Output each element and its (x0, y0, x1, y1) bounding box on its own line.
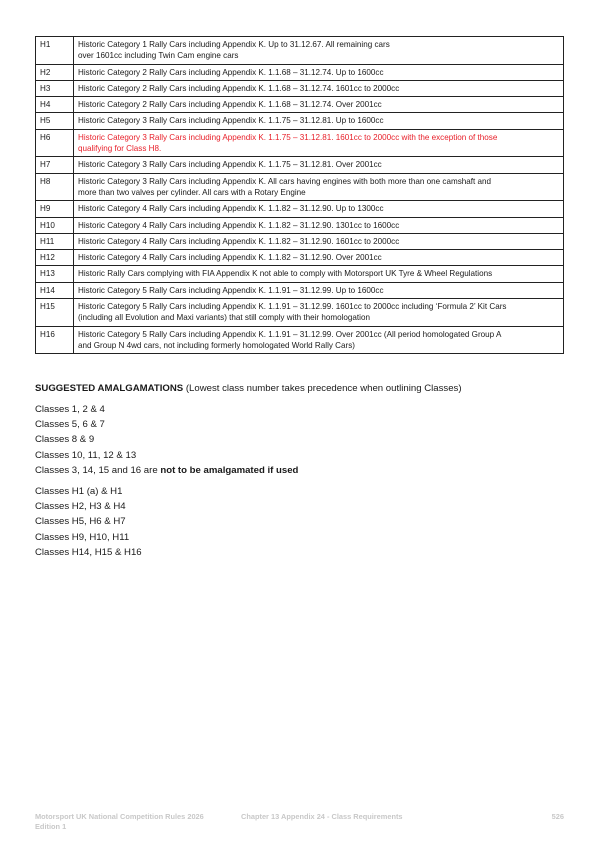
table-row (36, 326, 564, 354)
class-description-line: Historic Category 2 Rally Cars including Appendix K. 1.1.68 – 31.12.74. Up to 1600cc (78, 67, 384, 77)
class-code-cell: H6 (36, 129, 74, 157)
table-row (36, 250, 564, 266)
table-row (36, 157, 564, 173)
class-description-cell (74, 173, 564, 201)
table-row (36, 173, 564, 201)
class-code-cell: H13 (36, 266, 74, 282)
class-description-line: (including all Evolution and Maxi variants) that still comply with their homologation (78, 313, 370, 323)
class-description-line: Historic Category 4 Rally Cars including Appendix K. 1.1.82 – 31.12.90. Up to 1300cc (78, 204, 384, 214)
classes-table-body (36, 37, 564, 354)
table-row (36, 113, 564, 129)
class-description-line: Historic Category 4 Rally Cars including Appendix K. 1.1.82 – 31.12.90. 1601cc to 2000cc (78, 236, 400, 246)
footer-publication (35, 812, 204, 832)
amalgamation-group-historic (35, 484, 565, 560)
class-description-cell (74, 80, 564, 96)
table-row (36, 129, 564, 157)
footer-page-number: 526 (551, 812, 564, 821)
class-description-line: Historic Category 4 Rally Cars including Appendix K. 1.1.82 – 31.12.90. Over 2001cc (78, 253, 382, 263)
amalgamation-item: Classes H14, H15 & H16 (35, 546, 142, 558)
class-description-line: Historic Category 5 Rally Cars including Appendix K. 1.1.91 – 31.12.99. Over 2001cc (All period homologated Group A (78, 329, 502, 339)
class-description-cell (74, 217, 564, 233)
class-code-cell: H14 (36, 282, 74, 298)
class-description-cell (74, 37, 564, 65)
class-description-cell (74, 266, 564, 282)
suggested-amalgamations-section (35, 382, 565, 560)
not-amalgamated-prefix: Classes 3, 14, 15 and 16 are (35, 464, 161, 476)
class-code-cell: H4 (36, 97, 74, 113)
class-code-cell: H8 (36, 173, 74, 201)
class-code-cell: H15 (36, 299, 74, 327)
table-row (36, 233, 564, 249)
amalgamations-heading-note: (Lowest class number takes precedence when outlining Classes) (183, 383, 462, 394)
class-code-cell: H9 (36, 201, 74, 217)
class-description-line: Historic Category 5 Rally Cars including Appendix K. 1.1.91 – 31.12.99. Up to 1600cc (78, 285, 384, 295)
class-description-cell (74, 299, 564, 327)
amalgamations-heading (35, 382, 565, 395)
class-description-line: Historic Category 1 Rally Cars including Appendix K. Up to 31.12.67. All remaining cars (78, 40, 390, 49)
footer-chapter: Chapter 13 Appendix 24 - Class Requirements (241, 812, 403, 821)
class-description-cell (74, 97, 564, 113)
class-description-cell (74, 129, 564, 157)
amalgamation-item: Classes 5, 6 & 7 (35, 419, 105, 431)
amalgamation-group-numeric (35, 402, 565, 463)
class-description-line: Historic Category 3 Rally Cars including Appendix K. 1.1.75 – 31.12.81. 1601cc to 2000cc with the exception of those (78, 132, 498, 142)
class-code-cell: H11 (36, 233, 74, 249)
class-description-line: Historic Category 3 Rally Cars including Appendix K. 1.1.75 – 31.12.81. Up to 1600cc (78, 116, 384, 126)
class-description-line: Historic Category 2 Rally Cars including Appendix K. 1.1.68 – 31.12.74. Over 2001cc (78, 100, 382, 110)
amalgamation-item: Classes 1, 2 & 4 (35, 404, 105, 415)
class-description-line: Historic Category 5 Rally Cars including Appendix K. 1.1.91 – 31.12.99. 1601cc to 2000cc including ‘Formula 2’ Kit Cars (78, 302, 507, 312)
not-amalgamated-line (35, 463, 565, 478)
amalgamation-item: Classes H9, H10, H11 (35, 531, 130, 543)
class-code-cell: H16 (36, 326, 74, 354)
class-description-line: more than two valves per cylinder. All cars with a Rotary Engine (78, 187, 306, 197)
table-row (36, 64, 564, 80)
table-row (36, 80, 564, 96)
table-row (36, 201, 564, 217)
class-description-line: Historic Rally Cars complying with FIA Appendix K not able to comply with Motorsport UK Tyre & Wheel Regulations (78, 269, 493, 279)
footer-edition: Edition 1 (35, 822, 67, 831)
amalgamation-item: Classes H2, H3 & H4 (35, 501, 126, 513)
table-row (36, 37, 564, 65)
class-code-cell: H12 (36, 250, 74, 266)
amalgamations-heading-bold: SUGGESTED AMALGAMATIONS (35, 383, 184, 394)
not-amalgamated-bold: not to be amalgamated if used (160, 464, 299, 476)
class-code-cell: H3 (36, 80, 74, 96)
class-description-cell (74, 282, 564, 298)
amalgamation-item: Classes H5, H6 & H7 (35, 516, 126, 528)
class-description-cell (74, 113, 564, 129)
table-row (36, 97, 564, 113)
class-code-cell: H2 (36, 64, 74, 80)
classes-table (35, 36, 564, 354)
class-description-cell (74, 326, 564, 354)
amalgamation-item: Classes H1 (a) & H1 (35, 486, 123, 498)
amalgamation-item: Classes 8 & 9 (35, 434, 95, 446)
class-description-cell (74, 64, 564, 80)
class-description-cell (74, 233, 564, 249)
class-code-cell: H1 (36, 37, 74, 65)
table-row (36, 217, 564, 233)
class-description-line: Historic Category 3 Rally Cars including Appendix K. All cars having engines with both more than one camshaft and (78, 176, 492, 186)
class-description-line: qualifying for Class H8. (78, 144, 162, 154)
class-description-cell (74, 250, 564, 266)
class-description-line: Historic Category 3 Rally Cars including Appendix K. 1.1.75 – 31.12.81. Over 2001cc (78, 160, 382, 170)
class-code-cell: H5 (36, 113, 74, 129)
class-description-cell (74, 157, 564, 173)
amalgamation-item: Classes 10, 11, 12 & 13 (35, 449, 137, 461)
table-row (36, 282, 564, 298)
class-code-cell: H10 (36, 217, 74, 233)
table-row (36, 299, 564, 327)
class-description-line: and Group N 4wd cars, not including formerly homologated World Rally Cars) (78, 340, 355, 350)
class-code-cell: H7 (36, 157, 74, 173)
class-description-line: over 1601cc including Twin Cam engine cars (78, 51, 239, 61)
class-description-line: Historic Category 2 Rally Cars including Appendix K. 1.1.68 – 31.12.74. 1601cc to 2000cc (78, 83, 400, 93)
class-description-cell (74, 201, 564, 217)
footer-rules-title: Motorsport UK National Competition Rules 2026 (35, 812, 204, 821)
table-row (36, 266, 564, 282)
class-description-line: Historic Category 4 Rally Cars including Appendix K. 1.1.82 – 31.12.90. 1301cc to 1600cc (78, 220, 400, 230)
